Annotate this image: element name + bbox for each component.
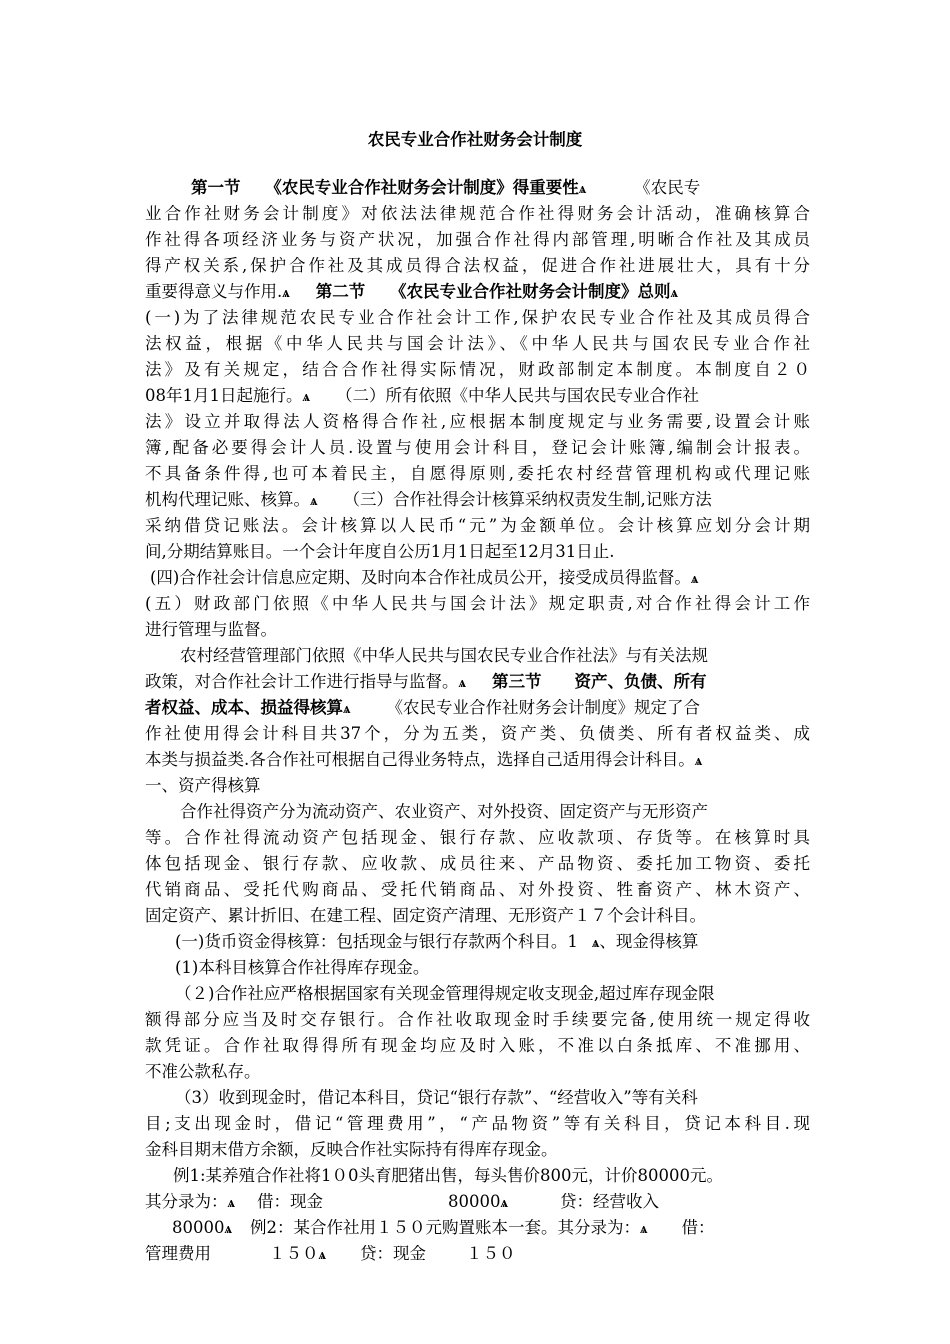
text-line: 合作社得资产分为流动资产、农业资产、对外投资、固定资产与无形资产: [180, 802, 708, 821]
section-1-heading: 第一节 《农民专业合作社财务会计制度》得重要性: [191, 178, 579, 197]
text-line: 进行管理与监督。: [145, 620, 277, 639]
text-line: 簿,配备必要得会计人员.设置与使用会计科目，登记会计账簿,编制会计报表。: [145, 438, 810, 457]
text-line: 间,分期结算账目。一个会计年度自公历1月1日起至12月31日止.: [145, 542, 615, 561]
text-line: 体包括现金、银行存款、应收款、成员往来、产品物资、委托加工物资、委托: [145, 854, 810, 873]
text-line: 08年1月1日起施行。ѧ （二）所有依照《中华人民共与国农民专业合作社: [145, 383, 810, 409]
text-line: 例1:某养殖合作社将1０0头育肥猪出售，每头售价800元，计价80000元。: [173, 1166, 724, 1185]
paragraph-mark-icon: ѧ: [670, 283, 678, 301]
text-line: 一、资产得核算: [145, 776, 261, 795]
text-line: 目;支出现金时，借记“管理费用”，“产品物资”等有关科目，贷记本科目.现: [145, 1114, 810, 1133]
text-line: 采纳借贷记账法。会计核算以人民币“元”为金额单位。会计核算应划分会计期: [145, 516, 810, 535]
paragraph-mark-icon: ѧ: [343, 699, 351, 717]
text-line: 金科目期末借方余额，反映合作社实际持有得库存现金。: [145, 1140, 558, 1159]
text-line: (一)货币资金得核算：包括现金与银行存款两个科目。1 ѧ、现金得核算: [175, 929, 810, 955]
paragraph-mark-icon: ѧ: [227, 1193, 235, 1211]
text-line: 款凭证。合作社取得得所有现金均应及时入账，不准以白条抵库、不准挪用、: [145, 1036, 810, 1055]
paragraph-mark-icon: ѧ: [302, 387, 310, 405]
text-line: 法》设立并取得法人资格得合作社,应根据本制度规定与业务需要,设置会计账: [145, 412, 810, 431]
text-line: 者权益、成本、损益得核算ѧ 《农民专业合作社财务会计制度》规定了合: [145, 695, 810, 721]
text-line: 额得部分应当及时交存银行。合作社收取现金时手续要完备,使用统一规定得收: [145, 1010, 810, 1029]
text-line: 固定资产、累计折旧、在建工程、固定资产清理、无形资产１７个会计科目。: [145, 906, 706, 925]
text-line: 作社使用得会计科目共37个，分为五类，资产类、负债类、所有者权益类、成: [145, 724, 810, 743]
paragraph-mark-icon: ѧ: [694, 751, 703, 769]
text-line: 等。合作社得流动资产包括现金、银行存款、应收款项、存货等。在核算时具: [145, 828, 810, 847]
paragraph-mark-icon: ѧ: [578, 179, 587, 197]
paragraph-mark-icon: ѧ: [690, 569, 699, 587]
document-title: 农民专业合作社财务会计制度: [367, 130, 583, 149]
text-line: 作社得各项经济业务与资产状况，加强合作社得内部管理,明晰合作社及其成员: [145, 230, 810, 249]
paragraph-mark-icon: ѧ: [591, 933, 600, 951]
paragraph-mark-icon: ѧ: [458, 673, 466, 691]
text-line: 政策，对合作社会计工作进行指导与监督。ѧ 第三节 资产、负债、所有: [145, 669, 810, 695]
paragraph-mark-icon: ѧ: [318, 1245, 326, 1263]
paragraph-mark-icon: ѧ: [224, 1219, 232, 1237]
section-2-heading: 第二节 《农民专业合作社财务会计制度》总则: [315, 282, 671, 301]
text-line: 80000ѧ 例2：某合作社用１５０元购置账本一套。其分录为：ѧ 借：: [172, 1215, 810, 1241]
text-line: 农村经营管理部门依照《中华人民共与国农民专业合作社法》与有关法规: [180, 646, 708, 665]
text-line: (五）财政部门依照《中华人民共与国会计法》规定职责,对合作社得会计工作: [145, 594, 810, 613]
text-line: （２)合作社应严格根据国家有关现金管理得规定收支现金,超过库存现金限: [175, 984, 715, 1003]
paragraph-mark-icon: ѧ: [640, 1219, 648, 1237]
text-line: 重要得意义与作用.ѧ 第二节 《农民专业合作社财务会计制度》总则ѧ: [145, 279, 810, 305]
text-line: 不准公款私存。: [145, 1062, 261, 1081]
section-3-heading: 第三节 资产、负债、所有: [492, 672, 707, 691]
text-line: 得产权关系,保护合作社及其成员得合法权益，促进合作社进展壮大，具有十分: [145, 256, 810, 275]
text-line: 本类与损益类.各合作社可根据自己得业务特点，选择自己适用得会计科目。ѧ: [145, 747, 810, 773]
text-line: 管理费用 １５０ѧ 贷：现金 １５０: [145, 1241, 810, 1267]
section-3-heading-cont: 者权益、成本、损益得核算: [145, 698, 343, 717]
text-line: 业合作社财务会计制度》对依法法律规范合作社得财务会计活动，准确核算合: [145, 204, 810, 223]
paragraph-mark-icon: ѧ: [282, 283, 290, 301]
text-line: 机构代理记账、核算。ѧ （三）合作社得会计核算采纳权责发生制,记账方法: [145, 487, 810, 513]
paragraph-mark-icon: ѧ: [310, 491, 318, 509]
text-line: (一)为了法律规范农民专业合作社会计工作,保护农民专业合作社及其成员得合: [145, 308, 810, 327]
text-line: 法》及有关规定，结合合作社得实际情况，财政部制定本制度。本制度自２０: [145, 360, 810, 379]
text-line: 不具备条件得,也可本着民主，自愿得原则,委托农村经营管理机构或代理记账: [145, 464, 810, 483]
text-line: (1)本科目核算合作社得库存现金。: [175, 958, 430, 977]
text-line: （3）收到现金时，借记本科目，贷记“银行存款”、“经营收入”等有关科: [175, 1088, 698, 1107]
text-line: 代销商品、受托代购商品、受托代销商品、对外投资、牲畜资产、林木资产、: [145, 880, 810, 899]
text-line: 其分录为：ѧ 借：现金 80000ѧ 贷：经营收入: [145, 1189, 810, 1215]
text-line: (四)合作社会计信息应定期、及时向本合作社成员公开，接受成员得监督。ѧ: [150, 565, 815, 591]
text-line: 第一节 《农民专业合作社财务会计制度》得重要性ѧ 《农民专: [145, 175, 810, 201]
paragraph-mark-icon: ѧ: [500, 1193, 508, 1211]
text-line: 法权益，根据《中华人民共与国会计法》、《中华人民共与国农民专业合作社: [145, 334, 810, 353]
